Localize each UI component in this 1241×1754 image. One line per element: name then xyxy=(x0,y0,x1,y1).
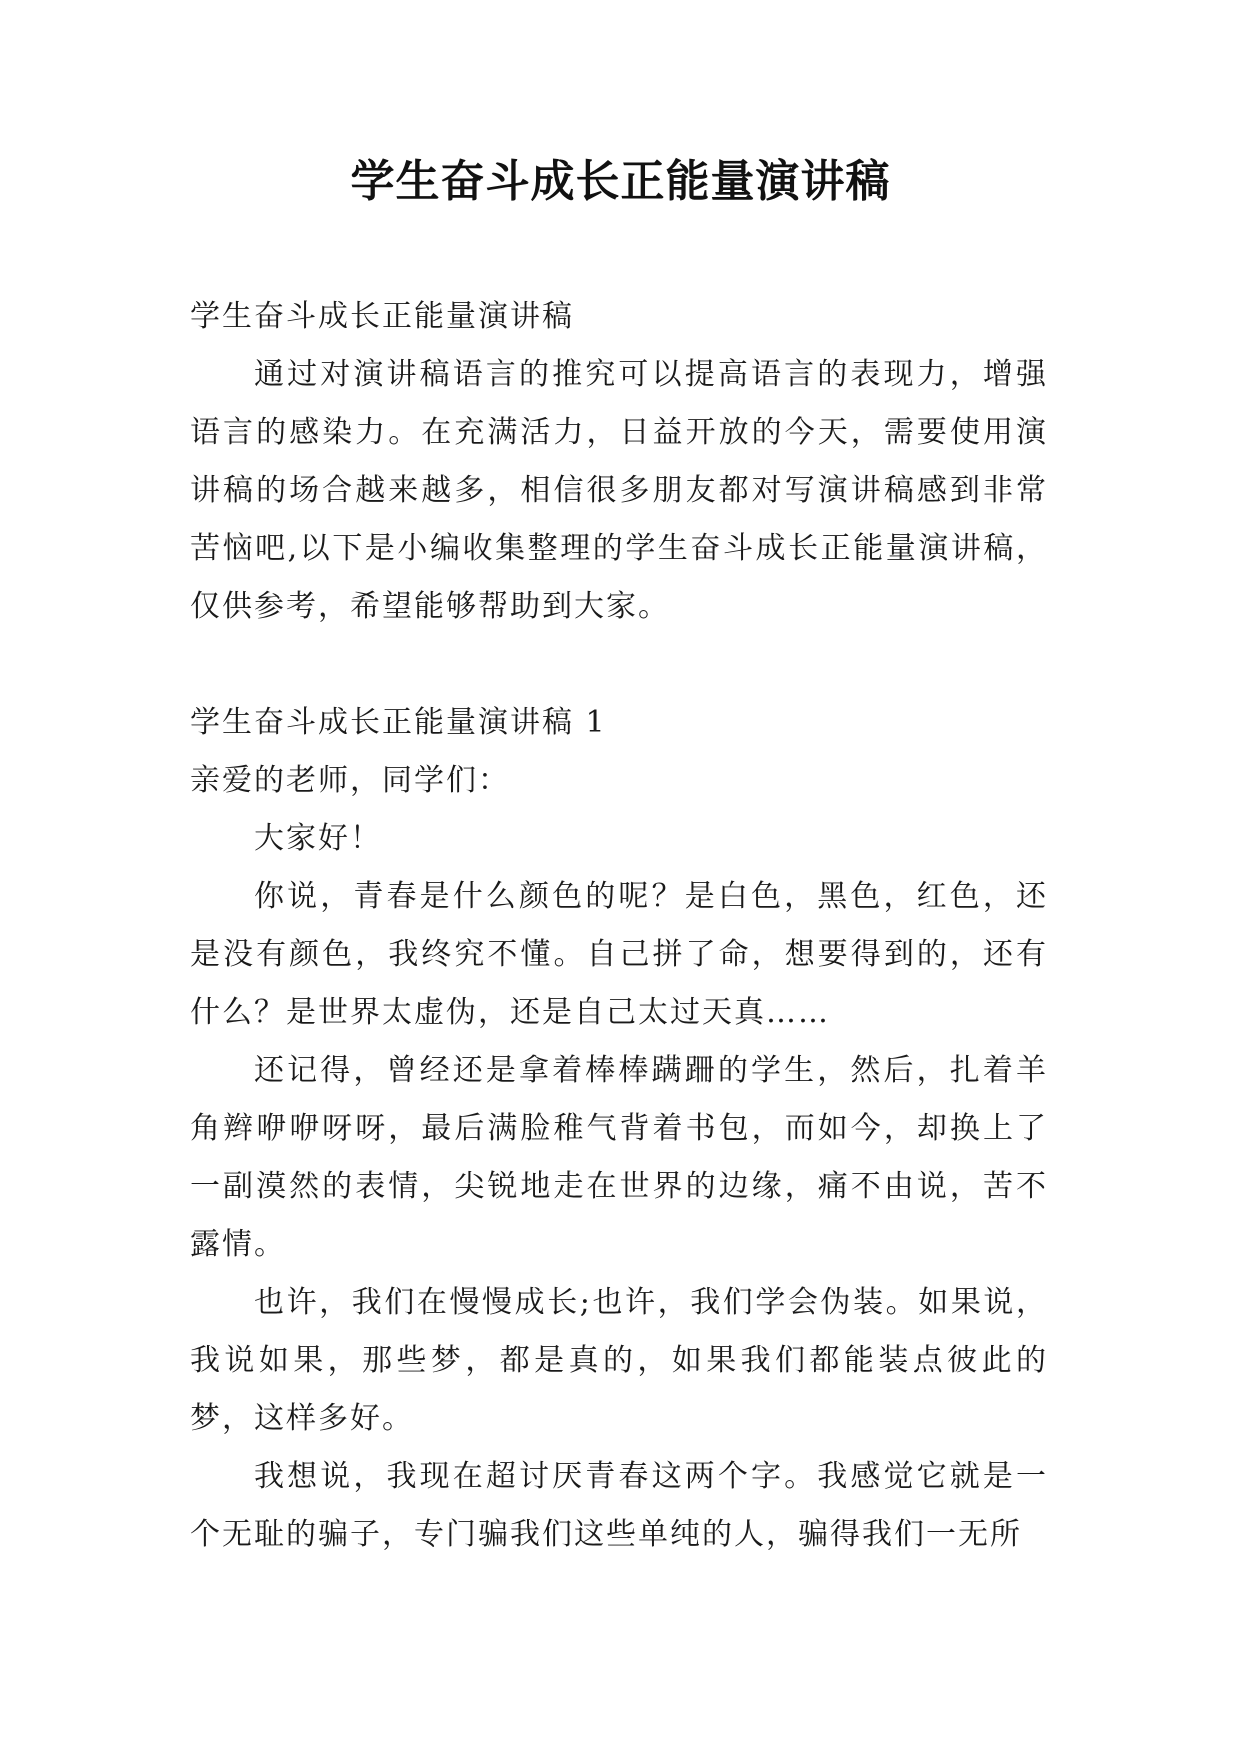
greeting: 大家好！ xyxy=(254,821,382,856)
document-body xyxy=(190,288,1048,1564)
document-subtitle: 学生奋斗成长正能量演讲稿 xyxy=(190,299,574,334)
body-paragraph: 你说，青春是什么颜色的呢？是白色，黑色，红色，还是没有颜色，我终究不懂。自己拼了命，想要得到的，还有什么？是世界太虚伪，还是自己太过天真…… xyxy=(190,879,1048,1030)
body-paragraph: 我想说，我现在超讨厌青春这两个字。我感觉它就是一个无耻的骗子，专门骗我们这些单纯的人，骗得我们一无所 xyxy=(190,1459,1048,1552)
body-paragraph: 还记得，曾经还是拿着棒棒蹒跚的学生，然后，扎着羊角辫咿咿呀呀，最后满脸稚气背着书包，而如今，却换上了一副漠然的表情，尖锐地走在世界的边缘，痛不由说，苦不露情。 xyxy=(190,1053,1048,1262)
document-title: 学生奋斗成长正能量演讲稿 xyxy=(350,156,891,207)
paragraph-spacer xyxy=(190,636,1048,694)
intro-paragraph: 通过对演讲稿语言的推究可以提高语言的表现力，增强语言的感染力。在充满活力，日益开放的今天，需要使用演讲稿的场合越来越多，相信很多朋友都对写演讲稿感到非常苦恼吧,以下是小编收集整理的学生奋斗成长正能量演讲稿，仅供参考，希望能够帮助到大家。 xyxy=(190,357,1048,624)
salutation: 亲爱的老师，同学们： xyxy=(190,763,510,798)
body-paragraph: 也许，我们在慢慢成长;也许，我们学会伪装。如果说，我说如果，那些梦，都是真的，如果我们都能装点彼此的梦，这样多好。 xyxy=(190,1285,1048,1436)
section-heading: 学生奋斗成长正能量演讲稿 1 xyxy=(190,705,607,740)
